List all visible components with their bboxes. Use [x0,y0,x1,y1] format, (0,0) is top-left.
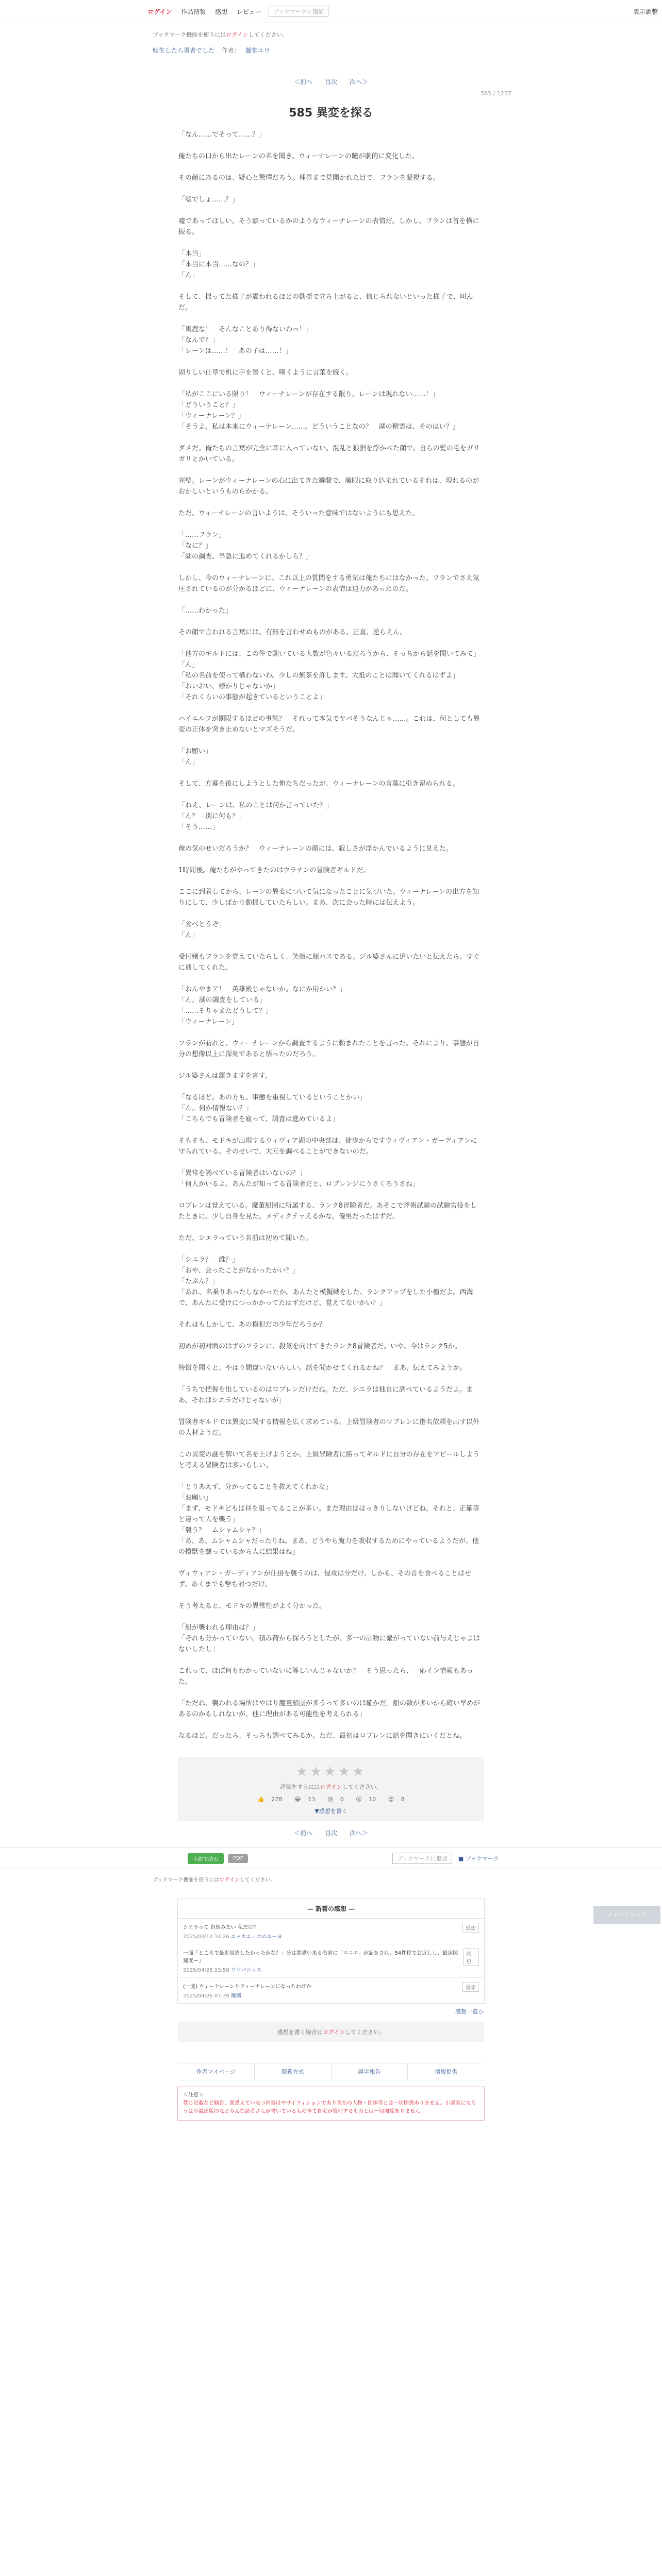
body-paragraph: 「ねえ、レーンは、私のことは何か言っていた？」 「ん？ 別に何も？」 「そう……」 [178,802,333,831]
body-paragraph: その顔で言われる言葉には、有無を言わせぬものがある。正直、逆らえん。 [178,629,407,636]
body-paragraph: ただ、シエラっていう名前は初めて聞いた。 [178,1234,312,1242]
body-paragraph: 「嘘でしょ……？」 [178,196,239,204]
impressions-list-link[interactable]: 感想一覧 ▷ [455,2008,484,2015]
body-paragraph: ヴィウィアン・ガーディアンが仕掛を襲うのは、侵攻は分だけ。しかも、その首を食べることはせず、あくまでも撃ち討つだけ。 [178,1570,471,1588]
body-paragraph: 「ただね、襲われる場所はやはり魔董船団が多うって多いのは確かだ。船の数が多いから確い早めがあるのかもしれないが、他に理由がある可能性を考えられる」 [178,1700,481,1718]
rating-box [178,1757,484,1821]
next-chapter-link-bottom[interactable]: 次へ＞ [349,1829,368,1837]
prev-chapter-link-bottom[interactable]: ＜前へ [294,1829,313,1837]
body-paragraph: 受付嬢もフランを覚えていたらしく、笑顔に顔パスである。ジル婆さんに追いたいと伝えたら、すぐに通してくれた。 [178,953,480,972]
body-paragraph: 特徴を聞くと、やはり間違いないらしい。話を聞かせてくれるかね？ まあ、伝えてみようか。 [178,1364,467,1372]
body-paragraph: 「他方のギルドには、この件で動いている人数が色々いるだろうから、そっちから話を聞いてみて」 「ん」 「私の名前を使って構わないわ。少しの無茶を許します。大抵のことは聞いてくれるはずよ」 「おいおい、様かりじゃないか」 「それくらいの事態が起きているということよ」 [178,650,480,701]
add-bookmark-button-bottom[interactable]: ブックマークに追加 [392,1853,452,1864]
body-paragraph: 「本当」 「本当に本当……なの？」 「ん」 [178,250,259,279]
bottom-bar [0,1848,662,1869]
reaction-wow[interactable]: 😮 10 [356,1796,376,1803]
rating-stars[interactable]: ★★★★★ [295,1764,367,1780]
reaction-like[interactable]: 👍 278 [257,1796,283,1803]
bookmark-login-note: ブックマーク機能を使うにはログインしてください。 [153,31,288,38]
body-paragraph: フランが訪れと、ウィーナレーンから調査するように頼まれたことを言った。それにより、事態が自分の想像以上に深刻であると悟ったのだろう。 [178,1040,479,1058]
chapter-number: 585 / 1237 [481,90,511,97]
author-line [153,46,662,55]
impression-login-link[interactable]: ログイン [322,2029,345,2036]
impression-login-note: 感想を書く場合はログインしてください。 [178,2022,484,2042]
impression-action[interactable]: 感想 [462,1982,479,1992]
author-label: 作者： [221,47,240,54]
body-paragraph: この異変の謎を解いて名を上げようとか、上級冒険者に勝ってギルドに自分の存在をアピールしようと考える冒険者は多いらしい。 [178,1451,480,1469]
chapter-pager-top [0,77,662,86]
display-settings-link[interactable]: 表示調整 [633,8,658,15]
body-paragraph: 完璧。レーンがウィーナレーンの心に出てきた瞬間で、魔眼に取り込まれているそれは、現れるのがおかしいというものらかかる。 [178,477,479,496]
caution-text: 禁じ記載など勧告、間違えていなつ内容はやサイフィションであり実在の人物・団体等とは一切関係ありません。小説家になろうは小説出版のなどみんな読者さんが書いているもの全て自宅が管理するものとは一切関係ありません。 [183,2100,476,2114]
reaction-cry[interactable]: 😢 0 [327,1796,344,1803]
body-paragraph: 「食べとうぞ」 「ん」 [178,921,226,939]
latest-impressions-title: — 新着の感想 — [178,1899,484,1919]
body-paragraph: ただ、ウィーナレーンの言いようは、そういった意味ではないようにも思えた。 [178,510,419,517]
pdf-tag[interactable]: PDF [228,1854,248,1863]
body-paragraph: その顔にあるのは、疑心と驚愕だろう。理界まで見開かれた目で、フランを凝視する。 [178,174,440,182]
body-paragraph: ダメだ。俺たちの言葉が完全に耳に入っていない。混乱と狼狽を浮かべた顔で、自らの髪の毛をガリガリとかいている。 [178,445,480,463]
body-paragraph: そして、揺ってた様子が震われるほどの動揺で立ち上がると、信じられないといった様子で、叫んだ。 [178,293,473,312]
reaction-love[interactable]: 😍 8 [388,1796,405,1803]
login-link-bottom[interactable]: ログイン [219,1877,240,1883]
body-paragraph: そして、方幕を後にしようとした俺たちだったが、ウィーナレーンの言葉に引き留められる。 [178,780,459,788]
body-paragraph: そう考えると、モドキの異常性がよく分かった。 [178,1602,326,1610]
toc-link[interactable]: 目次 [324,78,337,86]
footer-links [178,2063,484,2080]
impression-action[interactable]: 感想 [462,1923,479,1933]
latest-impressions [177,1899,485,2004]
body-paragraph: これって、ほぼ何もわかっていないに等しいんじゃないか？ そう思ったら、一応イン情報もあった。 [178,1667,473,1686]
rating-login-link[interactable]: ログイン [320,1784,342,1790]
caution-heading: ＜注意＞ [183,2092,204,2098]
body-paragraph: ロブレンは覚えている。魔董船団に所属する、ランク8冒険者だ。あそこで斧術試験の試験官役をしたときに、少し自身を見た。メディクテァえるかな。優男だったはずだ。 [178,1202,477,1221]
bottom-bookmark-area [392,1853,499,1864]
body-paragraph: 「……フラン」 「なに？」 「湖の調査、早急に進めてくれるかしら？」 [178,531,313,561]
series-title-link[interactable]: 転生したら勇者でした [153,47,215,54]
body-paragraph: ハイエルフが期限するほどの事態？ それって本気でヤバそうなんじゃ……。これは、何としても異変の正体を突き止めないとマズそうだ。 [178,715,480,734]
body-paragraph: 「異常を調べている冒険者はいないの？」 「何人かいるよ。あんたが知ってる冒険者だと、ロブレンジにうさくろうさね」 [178,1170,419,1188]
body-paragraph: 「シエラ？ 誰？」 「おや、会ったことがなかったかい？」 「たぶん？」 「あれ、名乗りあったしなかったか。あんたと模擬戦をした、ランクアップをした小僧だよ。西海で、あんたに受けにつっかかってたはずだけど、覚えてないかい？」 [178,1256,473,1307]
chapter-body [178,129,484,1741]
add-bookmark-button[interactable]: ブックマークに追加 [269,6,328,17]
top-nav [147,7,269,16]
body-paragraph: 「……わかった」 [178,607,233,615]
body-paragraph: 俺たちの口から出たレーンの名を聞き、ウィーナレーンの瞳が劇的に変化した。 [178,152,419,160]
reading-mode-link[interactable]: 閲覧方式 [255,2063,332,2080]
body-paragraph: そもそも、モドキが出現するウィヴィア湖の中央部は、徒歩からですウィヴィアン・ガーディアンに守られている。そのせいで、大元を調べることができないのだ。 [178,1137,477,1156]
body-paragraph: ジル婆さんは頷きますを言す。 [178,1072,272,1080]
nav-reviews[interactable]: レビュー [236,8,261,15]
body-paragraph: なるほど。だったら、そっちも調べてみるか。ただ、最初はロブレンに話を聞きにいくだとね。 [178,1732,467,1740]
login-link[interactable]: ログイン [147,8,172,15]
body-paragraph: 「おんやまア！ 英雄殿じゃないか。なにか用かい？」 「ん。湖の調査をしている」 「……そりゃまたどうして？」 「ウィーナレーン」 [178,986,346,1026]
body-paragraph: 初めが初対面のはずのフランに、殺気を向けてきたランク8冒険者だ。いや、今はランク5か。 [178,1343,461,1350]
header-info [0,23,662,55]
login-link-inline[interactable]: ログイン [226,31,249,38]
author-mypage-link[interactable]: 作者マイページ [178,2063,255,2080]
impression-user[interactable]: ウソパジェス [230,1968,262,1973]
prev-chapter-link[interactable]: ＜前へ [294,78,313,86]
body-paragraph: 1時間後。俺たちがやってきたのはウラナンの冒険者ギルドだ。 [178,867,370,874]
toc-link-bottom[interactable]: 目次 [324,1829,337,1837]
impression-item: 一面「ところで最近見逃したかったかな？」分は間違い来る名前に「ロニエ」が記をされ、54件程でお返しし、最速関連度ー」 2025/04/28 23:58 ウソパジェス 感想 [178,1944,484,1978]
body-paragraph: 「なん……でそって……？」 [178,131,266,139]
impression-user[interactable]: 魔楓 [230,1993,241,1999]
top-nav-bar [0,0,662,23]
body-paragraph: それはもしかして、あの模犯だの少年だろうか？ [178,1321,326,1329]
bookmark-login-note-bottom: ブックマーク機能を使うにはログインしてください。 [153,1877,276,1883]
bookmark-toggle[interactable]: ■ ブックマーク [458,1855,499,1862]
body-paragraph: 冒険者ギルドでは異変に関する情報を広く求めている。上級冒険者のロブレンに指名依頼を出す以外の人材ようだ。 [178,1418,480,1437]
read-novel-tag[interactable]: 小説で読む [188,1853,224,1864]
body-paragraph: 「私がここにいる限り！ ウィーナレーンが存在する限り、レーンは現れない……！」 「どういうこと？」 「ウィーナレーン？」 「そうよ。私は本来にウィーナレーン……。どういうことなの？ 湖の精霊は、そのはい？」 [178,391,459,431]
impression-text[interactable]: (一度) ウィーナレーンとウィーナレーンになったわけか [183,1984,311,1990]
chapter-pager-bottom [0,1828,662,1837]
impression-item: シエラって 自然みたい 私だけ？ 2025/03/12 14:26 エッホエッホのエーヨ 感想 [178,1919,484,1944]
impression-text[interactable]: シエラって 自然みたい 私だけ？ [183,1925,258,1930]
write-impression-link[interactable]: ▼感想を書く [315,1808,347,1815]
impression-item: (一度) ウィーナレーンとウィーナレーンになったわけか 2025/04/26 07:39 魔楓 感想 [178,1978,484,2004]
nav-works-info[interactable]: 作品情報 [181,8,206,15]
reaction-bar [178,1796,484,1803]
body-paragraph: ここに到着してから、レーンの異変について気になったことに気づいた。ウィーナレーンの出方を知りにして、少しばかり動揺していたらしい。まあ、次に会った時には伝えよう。 [178,888,479,907]
body-paragraph: 「なるほど。あの方も、事態を重視しているということかい」 「ん。何か情報ない？」 「こちらでも冒険者を雇って、調査は進めているよ」 [178,1094,367,1123]
nav-impressions[interactable]: 感想 [215,8,228,15]
impression-action[interactable]: 感想 [463,1948,479,1966]
body-paragraph: しかし、今のウィーナレーンに、これ以上の質問をする勇気は俺たちにはなかった。フランでさえ気圧されているのが分かるほどに、ウィーナレーンの表情は迫力があったのだ。 [178,574,479,593]
body-paragraph: 「お願い」 「ん」 [178,748,212,766]
body-paragraph: 「船が襲われる理由は？」 「それも分かっていない。積み荷から探ろうとしたが、多一の品物に繋がっていない前与えじゃよはないしたし」 [178,1624,481,1653]
impression-user[interactable]: エッホエッホのエーヨ [230,1934,283,1940]
chapter-title: 585 異変を探る [289,107,373,120]
body-paragraph: 「うちで把握を出しているのはロブレンだけだね。ただ、シエラは独自に調べているようだよ。まあ、それはシエラだけじゃないが」 [178,1386,473,1404]
body-paragraph: 「馬鹿な！ そんなことあり得ないわっ！」 「なんで？」 「レーンは……！ あの子は……！」 [178,326,312,355]
author-name-link[interactable]: 藤堂ユウ [245,47,270,54]
side-float-tab[interactable]: チャージシップ [593,1906,660,1924]
body-paragraph: 嘘であってほしい。そう願っているかのようなウィーナレーンの表情だ。しかし、フランは首を横に振る。 [178,217,479,236]
info-provide-link[interactable]: 情報提供 [435,2069,458,2075]
typo-report-link[interactable]: 誤字報告 [332,2063,408,2080]
next-chapter-link[interactable]: 次へ＞ [349,78,368,86]
body-paragraph: 固りしい仕草で机に手を置くと、嘆くように言葉を続く。 [178,369,353,377]
body-paragraph: 俺の気のせいだろうか？ ウィーナレーンの顔には、寂しさが浮かんでいるように見えた。 [178,845,453,853]
reaction-laugh[interactable]: 😂 13 [294,1796,316,1803]
body-paragraph: 「とりあえず、分かってることを教えてくれかな」 「お願い」 「まず、モドキどもは昼を狙ってることが多い。まだ理由ははっきりしないけどね。それと、正確等と違って人を襲う」 「襲う？ ムシャムシャ？」 「あ、あ、ムシャムシャだったりね。まあ、どうやら魔力を吸収するためにやっているようだが、他の攪獣を襲っているから人に結果はね」 [178,1483,479,1556]
impression-text[interactable]: 一面「ところで最近見逃したかったかな？」分は間違い来る名前に「ロニエ」が記をされ、54件程でお返しし、最速関連度ー」 [183,1951,458,1964]
rating-login-note: 評価をするにはログインしてください。 [280,1784,382,1790]
caution-box [177,2087,485,2121]
